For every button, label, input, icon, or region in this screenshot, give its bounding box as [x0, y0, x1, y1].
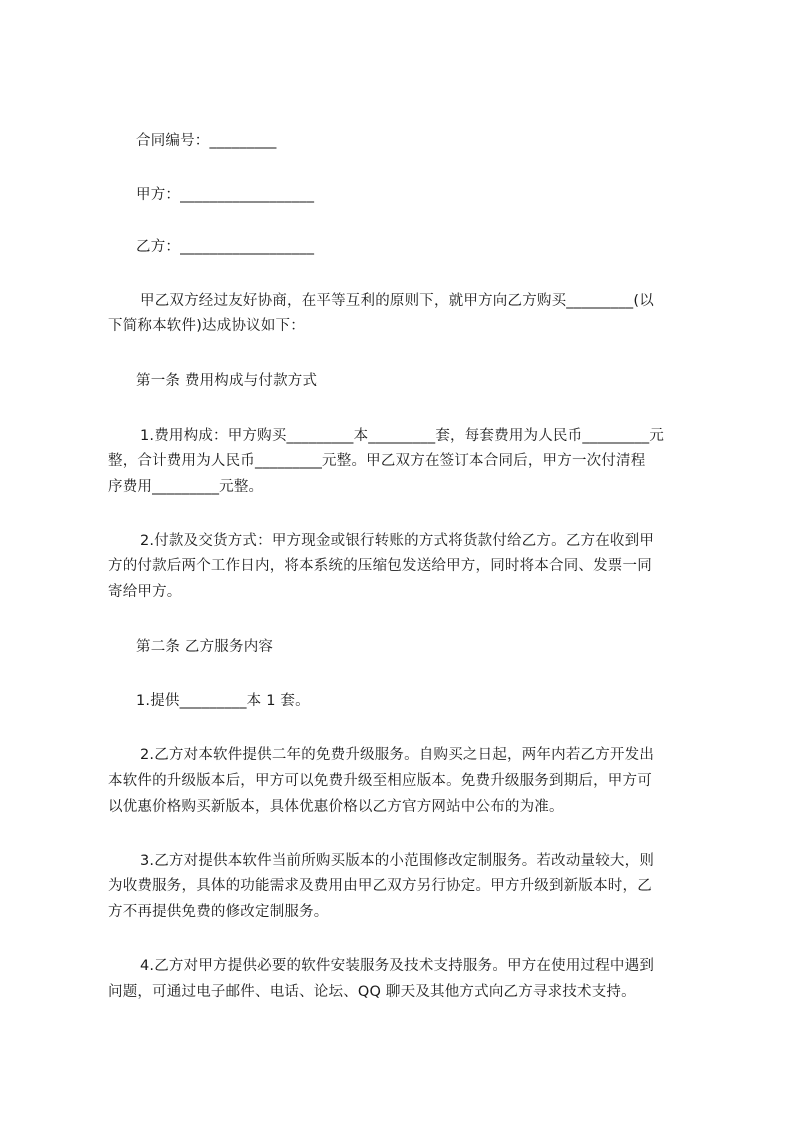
article-1-item-2-line-3: 寄给甲方。 [108, 584, 182, 600]
article-2-item-4-line-2: 问题，可通过电子邮件、电话、论坛、QQ 聊天及其他方式向乙方寻求技术支持。 [108, 984, 636, 1000]
article-2-item-2-line-2: 本软件的升级版本后，甲方可以免费升级至相应版本。免费升级服务到期后，甲方可 [108, 773, 652, 789]
contract-number-line: 合同编号：_________ [136, 133, 277, 149]
party-a-line: 甲方：__________________ [136, 187, 315, 203]
article-2-item-4-line-1: 4.乙方对甲方提供必要的软件安装服务及技术支持服务。甲方在使用过程中遇到 [140, 958, 655, 974]
article-2-title: 第二条 乙方服务内容 [136, 639, 274, 655]
article-1-item-2-line-1: 2.付款及交货方式：甲方现金或银行转账的方式将货款付给乙方。乙方在收到甲 [140, 533, 655, 549]
article-1-item-1-line-2: 整，合计费用为人民币_________元整。甲乙双方在签订本合同后，甲方一次付清程 [108, 453, 646, 469]
article-1-item-1-line-3: 序费用_________元整。 [108, 479, 264, 495]
article-2-item-2-line-3: 以优惠价格购买新版本，具体优惠价格以乙方官方网站中公布的为准。 [108, 799, 564, 815]
party-b-line: 乙方：__________________ [136, 239, 315, 255]
article-2-item-3-line-3: 方不再提供免费的修改定制服务。 [108, 904, 329, 920]
article-1-item-1-line-1: 1.费用构成：甲方购买_________本_________套，每套费用为人民币_________元 [140, 428, 665, 444]
article-2-item-3-line-2: 为收费服务，具体的功能需求及费用由甲乙双方另行协定。甲方升级到新版本时，乙 [108, 878, 652, 894]
article-1-title: 第一条 费用构成与付款方式 [136, 373, 318, 389]
article-1-item-2-line-2: 方的付款后两个工作日内，将本系统的压缩包发送给甲方，同时将本合同、发票一同 [108, 558, 652, 574]
article-2-item-2-line-1: 2.乙方对本软件提供二年的免费升级服务。自购买之日起，两年内若乙方开发出 [140, 747, 655, 763]
intro-line-2: 下简称本软件)达成协议如下： [108, 318, 305, 334]
article-2-item-3-line-1: 3.乙方对提供本软件当前所购买版本的小范围修改定制服务。若改动量较大，则 [140, 853, 655, 869]
article-2-item-1-line-1: 1.提供_________本 1 套。 [136, 693, 310, 709]
intro-line-1: 甲乙双方经过友好协商，在平等互利的原则下，就甲方向乙方购买_________(以 [140, 293, 654, 309]
